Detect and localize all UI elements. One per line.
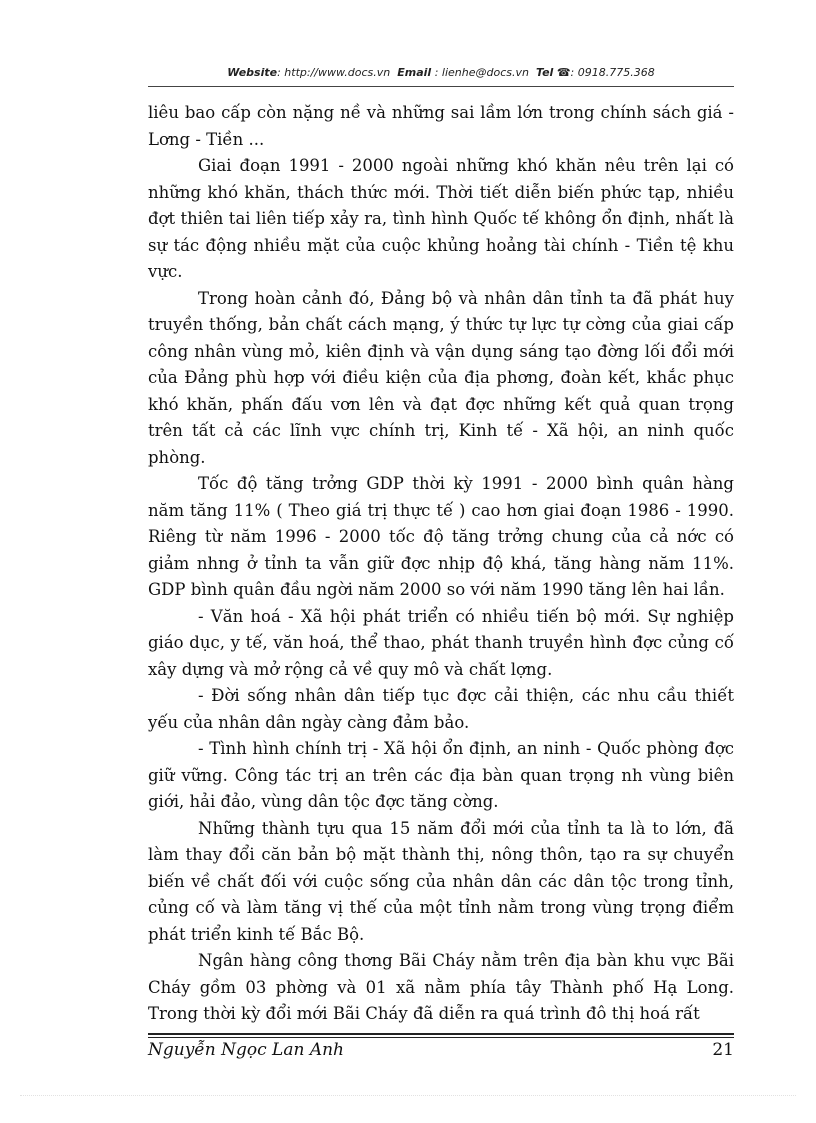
paragraph-6: - Đời sống nhân dân tiếp tục đợc cải thiện, các nhu cầu thiết yếu của nhân dân ngày càng đảm bảo. <box>148 686 734 732</box>
document-body <box>148 100 734 1028</box>
paragraph-3: Trong hoàn cảnh đó, Đảng bộ và nhân dân tỉnh ta đã phát huy truyền thống, bản chất cách mạng, ý thức tự lực tự cờng của giai cấp công nhân vùng mỏ, kiên định và vận dụng sáng tạo đờng lối đổi mới của Đảng phù hợp với điều kiện của địa phơng, đoàn kết, khắc phục khó khăn, phấn đấu vơn lên và đạt đợc những kết quả quan trọng trên tất cả các lĩnh vực chính trị, Kinh tế - Xã hội, an ninh quốc phòng. <box>148 288 734 467</box>
website-url[interactable]: : http://www.docs.vn <box>277 66 391 79</box>
paragraph-9: Ngân hàng công thơng Bãi Cháy nằm trên địa bàn khu vực Bãi Cháy gồm 03 phờng và 01 xã nằm phía tây Thành phố Hạ Long. Trong thời kỳ đổi mới Bãi Cháy đã diễn ra quá trình đô thị hoá rất <box>148 951 734 1023</box>
phone-icon: ☎ <box>556 66 571 79</box>
page-number: 21 <box>712 1040 734 1060</box>
footer-divider-thick <box>148 1033 734 1035</box>
tel-number: : 0918.775.368 <box>570 66 655 79</box>
paragraph-1: liêu bao cấp còn nặng nề và những sai lầm lớn trong chính sách giá - Lơng - Tiền ... <box>148 103 734 149</box>
footer-divider-thin <box>148 1037 734 1038</box>
paragraph-4: Tốc độ tăng trởng GDP thời kỳ 1991 - 2000 bình quân hàng năm tăng 11% ( Theo giá trị thực tế ) cao hơn giai đoạn 1986 - 1990. Riêng từ năm 1996 - 2000 tốc độ tăng trởng chung của cả nớc có giảm nhng ở tỉnh ta vẫn giữ đợc nhịp độ khá, tăng hàng năm 11%. GDP bình quân đầu ngời năm 2000 so với năm 1990 tăng lên hai lần. <box>148 474 734 599</box>
paragraph-7: - Tình hình chính trị - Xã hội ổn định, an ninh - Quốc phòng đợc giữ vững. Công tác trị an trên các địa bàn quan trọng nh vùng biên giới, hải đảo, vùng dân tộc đợc tăng cờng. <box>148 739 734 811</box>
email-label: Email <box>397 66 432 79</box>
tel-label: Tel <box>535 66 554 79</box>
paragraph-5: - Văn hoá - Xã hội phát triển có nhiều tiến bộ mới. Sự nghiệp giáo dục, y tế, văn hoá, thể thao, phát thanh truyền hình đợc củng cố xây dựng và mở rộng cả về quy mô và chất lợng. <box>148 606 734 679</box>
paragraph-2: Giai đoạn 1991 - 2000 ngoài những khó khăn nêu trên lại có những khó khăn, thách thức mới. Thời tiết diễn biến phức tạp, nhiều đợt thiên tai liên tiếp xảy ra, tình hình Quốc tế không ổn định, nhất là sự tác động nhiều mặt của cuộc khủng hoảng tài chính - Tiền tệ khu vực. <box>148 156 734 281</box>
page-bottom-border <box>20 1095 796 1096</box>
header-divider <box>148 86 734 87</box>
page-header <box>148 66 734 79</box>
website-label: Website <box>227 66 278 79</box>
footer-author: Nguyễn Ngọc Lan Anh <box>148 1040 344 1060</box>
email-address[interactable]: : lienhe@docs.vn <box>434 66 529 79</box>
paragraph-8: Những thành tựu qua 15 năm đổi mới của tỉnh ta là to lớn, đã làm thay đổi căn bản bộ mặt thành thị, nông thôn, tạo ra sự chuyển biến về chất đối với cuộc sống của nhân dân các dân tộc trong tỉnh, củng cố và làm tăng vị thế của một tỉnh nằm trong vùng trọng điểm phát triển kinh tế Bắc Bộ. <box>148 818 734 944</box>
